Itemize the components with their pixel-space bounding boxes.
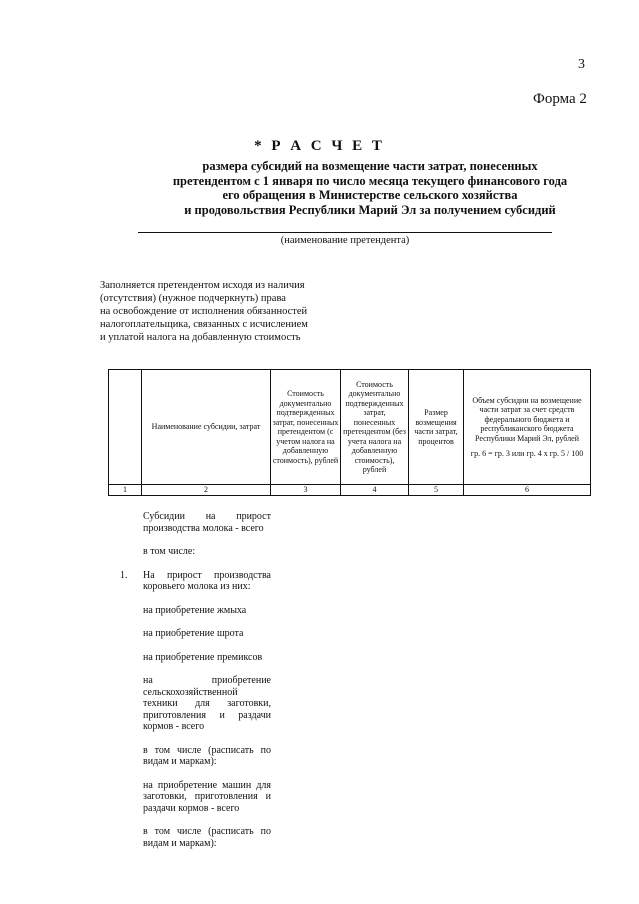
row-text: на приобретение шрота — [143, 628, 244, 639]
vat-note-line: и уплатой налога на добавленную стоимость — [100, 332, 301, 343]
list-item — [108, 745, 408, 768]
row-text: в том числе: — [143, 546, 196, 557]
list-item — [108, 605, 408, 617]
subsidy-formula: гр. 6 = гр. 3 или гр. 4 х гр. 5 / 100 — [470, 449, 584, 458]
header-cell-num — [109, 370, 142, 485]
page-number: 3 — [578, 57, 585, 72]
applicant-caption: (наименование претендента) — [280, 235, 410, 246]
list-item — [108, 570, 408, 593]
list-item — [108, 511, 408, 534]
row-text: на приобретение жмыха — [143, 604, 247, 616]
list-item — [108, 628, 408, 640]
vat-note-line: (отсутствия) (нужное подчеркнуть) права — [100, 293, 286, 304]
list-item — [108, 652, 408, 664]
list-item — [108, 826, 408, 849]
vat-note-line: налогоплательщика, связанных с исчислением — [100, 319, 308, 330]
vat-note — [100, 279, 340, 344]
list-item — [108, 780, 408, 815]
column-number: 5 — [409, 485, 464, 496]
row-text: на приобретение премиксов — [143, 651, 263, 663]
subsidy-rows — [108, 511, 408, 861]
subsidy-volume-label: Объем субсидии на возмещение части затрат за счет средств федерального бюджета и республиканского бюджета Республики Марий Эл, рублей — [472, 395, 582, 443]
column-number: 3 — [271, 485, 341, 496]
list-item — [108, 546, 408, 558]
header-cell-subsidy-volume — [464, 370, 591, 485]
column-number: 1 — [109, 485, 142, 496]
column-number: 6 — [464, 485, 591, 496]
header-cell-name: Наименование субсидии, затрат — [142, 370, 271, 485]
row-number: 1. — [120, 569, 128, 581]
calculation-table — [108, 369, 591, 496]
table-column-number-row — [109, 485, 591, 496]
header-cell-cost-with-vat: Стоимость документально подтвержденных затрат, понесенных претендентом (с учетом налога на добавленную стоимость), рублей — [271, 370, 341, 485]
form-label: Форма 2 — [533, 91, 587, 107]
row-text: в том числе (расписать по видам и маркам): — [143, 744, 271, 767]
row-text: На прирост производства коровьего молока из них: — [143, 569, 271, 592]
table-header-row — [109, 370, 591, 485]
row-text: в том числе (расписать по видам и маркам): — [143, 826, 271, 849]
header-cell-cost-without-vat: Стоимость документально подтвержденных затрат, понесенных претендентом (без учета налога на добавленную стоимость), рублей — [341, 370, 409, 485]
document-title: * Р А С Ч Е Т — [254, 138, 385, 154]
vat-note-line: Заполняется претендентом исходя из наличия — [100, 280, 305, 291]
row-text: на приобретение сельскохозяйственной техники для заготовки, приготовления и раздачи кормов - всего — [143, 675, 271, 732]
row-text: на приобретение машин для заготовки, приготовления и раздачи кормов - всего — [143, 779, 271, 814]
vat-note-line: на освобождение от исполнения обязанностей — [100, 306, 308, 317]
header-cell-percent: Размер возмещения части затрат, процентов — [409, 370, 464, 485]
document-subtitle — [150, 159, 590, 217]
subtitle-line: его обращения в Министерстве сельского хозяйства — [222, 188, 518, 202]
column-number: 4 — [341, 485, 409, 496]
column-number: 2 — [142, 485, 271, 496]
subtitle-line: и продовольствия Республики Марий Эл за получением субсидий — [184, 202, 556, 217]
subtitle-line: размера субсидий на возмещение части затрат, понесенных — [202, 159, 538, 173]
subtitle-line: претендентом с 1 января по число месяца текущего финансового года — [172, 173, 568, 188]
list-item — [108, 675, 408, 733]
row-text: Субсидии на прирост производства молока - всего — [143, 511, 271, 534]
applicant-name-line — [138, 232, 552, 233]
